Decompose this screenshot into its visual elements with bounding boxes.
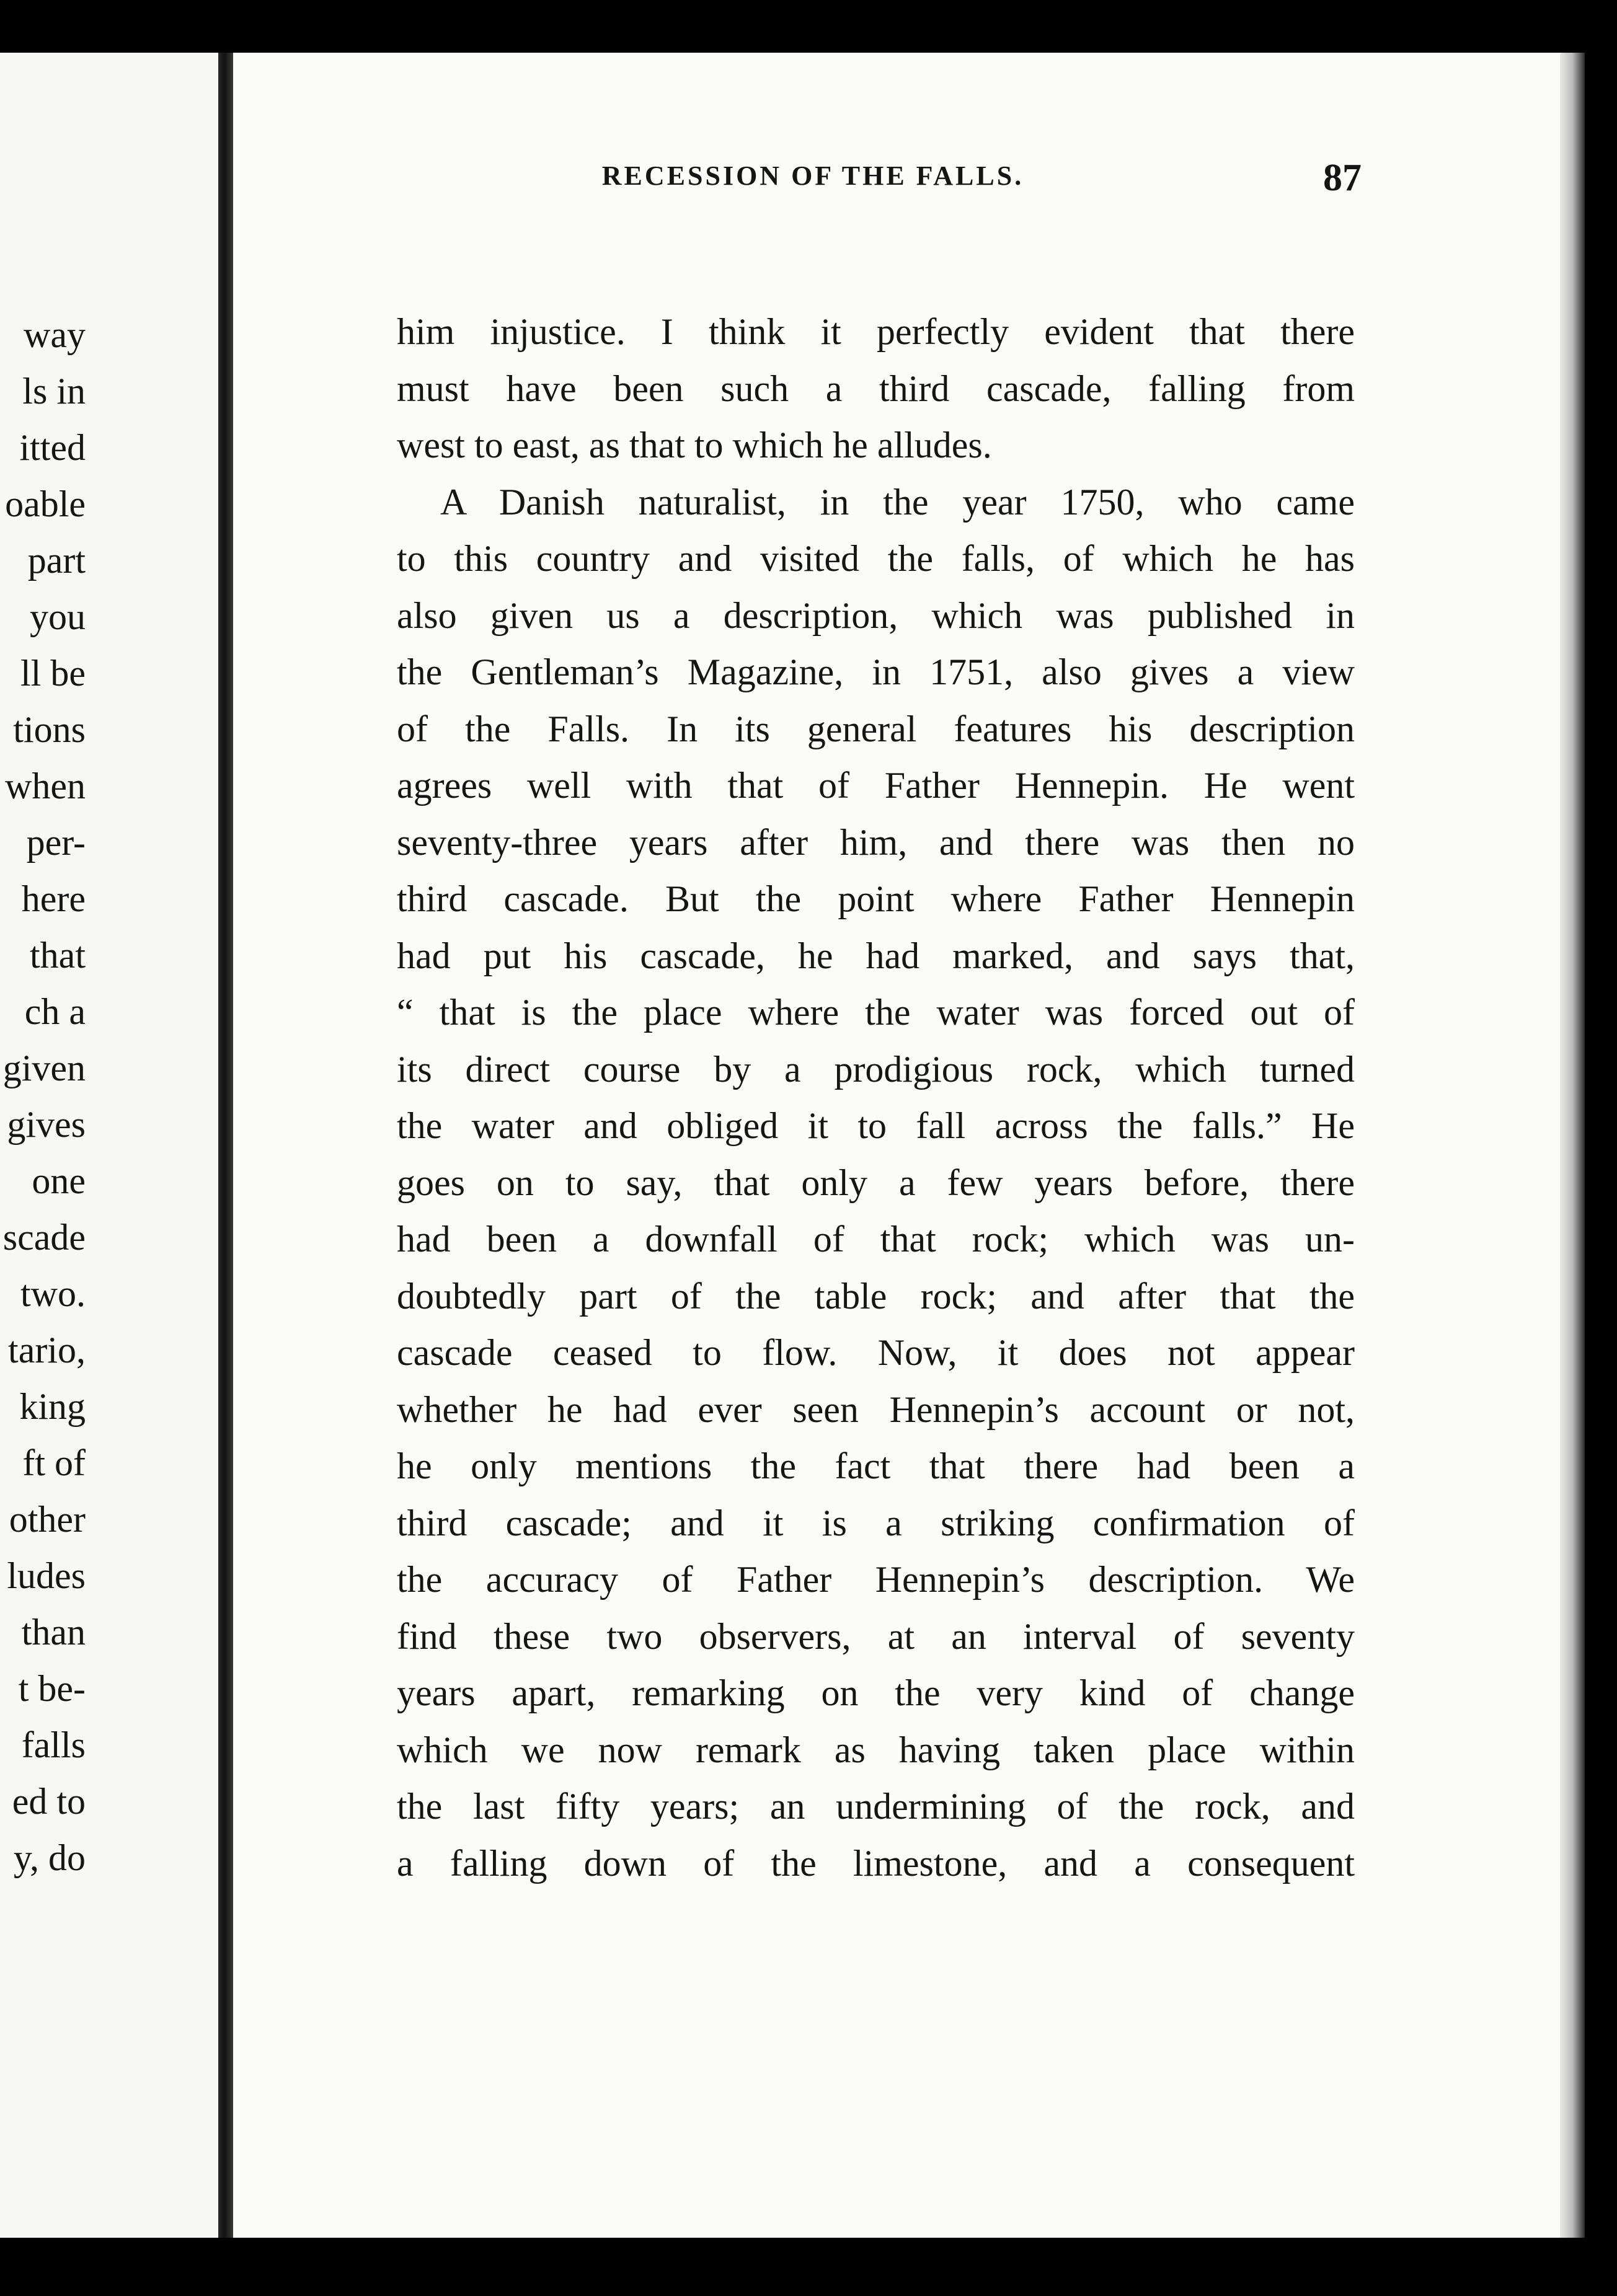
text-line: him injustice. I think it perfectly evident that there: [397, 311, 1355, 352]
left-fragment: falls: [21, 1724, 86, 1765]
left-fragment: ed to: [12, 1781, 86, 1822]
left-fragment: ls in: [22, 371, 86, 412]
text-line: agrees well with that of Father Hennepin. He went: [397, 765, 1355, 806]
text-line: must have been such a third cascade, falling from: [397, 368, 1355, 409]
left-fragment: tions: [13, 709, 86, 750]
left-fragment: tario,: [8, 1330, 86, 1371]
left-fragment: per-: [26, 822, 86, 863]
text-line: “ that is the place where the water was forced out of: [397, 992, 1355, 1033]
left-fragment: ch a: [24, 991, 86, 1032]
text-line: cascade ceased to flow. Now, it does not appear: [397, 1332, 1355, 1373]
left-fragment: ll be: [20, 653, 86, 694]
left-fragment: when: [5, 766, 86, 806]
left-fragment: other: [9, 1499, 86, 1540]
left-fragment: scade: [2, 1217, 86, 1258]
text-line: had put his cascade, he had marked, and says that,: [397, 935, 1355, 976]
left-fragment: gives: [7, 1104, 86, 1145]
page-number: 87: [1323, 157, 1362, 199]
page-edge: [1560, 53, 1585, 2238]
text-line: years apart, remarking on the very kind of change: [397, 1672, 1355, 1713]
text-line: west to east, as that to which he alludes.: [397, 425, 992, 466]
left-fragment: than: [21, 1612, 86, 1653]
text-line: had been a downfall of that rock; which was un-: [397, 1219, 1355, 1260]
text-line: seventy-three years after him, and there was then no: [397, 821, 1355, 863]
text-line: doubtedly part of the table rock; and after that the: [397, 1275, 1355, 1317]
left-fragment: that: [30, 935, 86, 976]
left-fragment: itted: [19, 427, 86, 468]
text-line: also given us a description, which was published in: [397, 594, 1355, 636]
left-fragment: ludes: [7, 1555, 86, 1596]
book-gutter: [218, 53, 233, 2238]
running-title: RECESSION OF THE FALLS.: [601, 161, 1024, 191]
left-fragment: ft of: [22, 1442, 86, 1483]
running-head: [388, 156, 1362, 206]
left-page-text-fragments: [0, 307, 87, 1886]
left-fragment: t be-: [18, 1668, 86, 1709]
left-fragment: given: [2, 1048, 86, 1088]
left-fragment: oable: [5, 483, 86, 524]
text-line: find these two observers, at an interval of seventy: [397, 1615, 1355, 1657]
text-line: whether he had ever seen Hennepin’s account or not,: [397, 1389, 1355, 1430]
text-line: its direct course by a prodigious rock, which turned: [397, 1048, 1355, 1090]
left-fragment: here: [21, 878, 86, 919]
left-fragment: one: [32, 1160, 86, 1201]
left-fragment: way: [24, 314, 86, 355]
text-line: the Gentleman’s Magazine, in 1751, also gives a view: [397, 651, 1355, 692]
text-line: to this country and visited the falls, of which he has: [397, 538, 1355, 579]
text-line: third cascade; and it is a striking confirmation of: [397, 1502, 1355, 1543]
text-line: of the Falls. In its general features his description: [397, 708, 1355, 749]
left-facing-page: [0, 53, 218, 2238]
text-line: a falling down of the limestone, and a consequent: [397, 1842, 1355, 1884]
text-line: the water and obliged it to fall across the falls.” He: [397, 1105, 1355, 1146]
left-fragment: two.: [20, 1273, 86, 1314]
text-line: he only mentions the fact that there had been a: [397, 1446, 1355, 1486]
text-line: which we now remark as having taken place within: [397, 1729, 1355, 1770]
text-line: goes on to say, that only a few years before, there: [397, 1162, 1355, 1203]
text-line: third cascade. But the point where Father Hennepin: [397, 878, 1355, 919]
text-line: the accuracy of Father Hennepin’s description. We: [397, 1559, 1355, 1600]
text-line: A Danish naturalist, in the year 1750, who came: [440, 481, 1355, 523]
body-text: [397, 304, 1355, 1892]
left-fragment: you: [30, 596, 86, 637]
left-fragment: king: [19, 1386, 86, 1427]
left-fragment: y, do: [13, 1837, 86, 1878]
left-fragment: part: [27, 540, 86, 581]
text-line: the last fifty years; an undermining of the rock, and: [397, 1786, 1355, 1827]
